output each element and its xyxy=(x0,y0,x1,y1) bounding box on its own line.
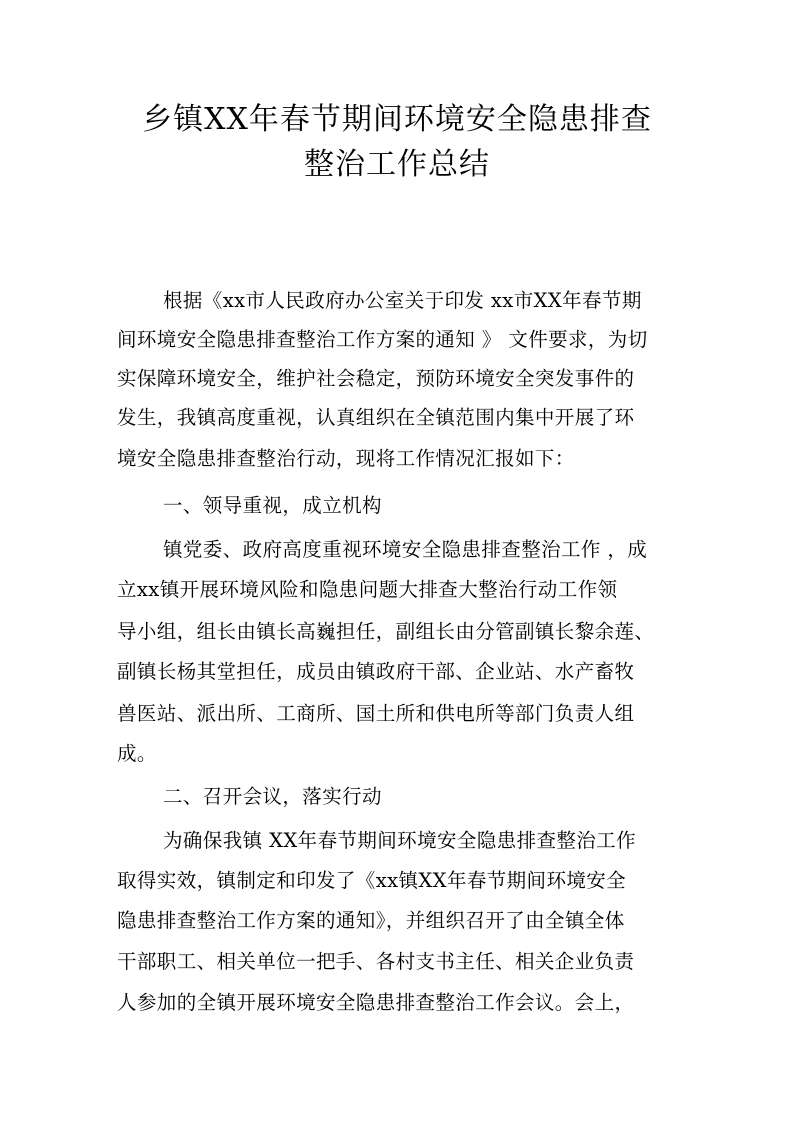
paragraph-line: 发生，我镇高度重视，认真组织在全镇范围内集中开展了环 xyxy=(117,406,635,429)
paragraph-line: 副镇长杨其堂担任，成员由镇政府干部、企业站、水产畜牧 xyxy=(117,660,635,683)
paragraph-line: 间环境安全隐患排查整治工作方案的通知 》 文件要求，为切 xyxy=(117,328,648,351)
paragraph-line: 兽医站、派出所、工商所、国土所和供电所等部门负责人组 xyxy=(117,702,635,725)
paragraph-line: 镇党委、政府高度重视环境安全隐患排查整治工作 ，成 xyxy=(163,538,648,561)
paragraph-line: 干部职工、相关单位一把手、各村支书主任、相关企业负责 xyxy=(117,950,635,973)
paragraph-line: 立xx镇开展环境风险和隐患问题大排查大整治行动工作领 xyxy=(117,578,618,601)
paragraph-line: 成。 xyxy=(117,742,157,765)
paragraph-line: 为确保我镇 XX年春节期间环境安全隐患排查整治工作 xyxy=(163,829,636,852)
section-heading-1: 一、领导重视，成立机构 xyxy=(163,494,382,517)
paragraph-line: 根据《xx市人民政府办公室关于印发 xx市XX年春节期 xyxy=(163,289,642,312)
paragraph-line: 境安全隐患排查整治行动，现将工作情况汇报如下： xyxy=(117,447,575,470)
document-title-line-2: 整治工作总结 xyxy=(304,147,490,182)
section-heading-2: 二、召开会议，落实行动 xyxy=(163,785,382,808)
paragraph-line: 隐患排查整治工作方案的通知》，并组织召开了由全镇全体 xyxy=(117,909,625,932)
paragraph-line: 取得实效，镇制定和印发了《xx镇XX年春节期间环境安全 xyxy=(117,869,627,892)
paragraph-line: 导小组，组长由镇长高巍担任，副组长由分管副镇长黎余莲、 xyxy=(117,620,655,643)
paragraph-line: 人参加的全镇开展环境安全隐患排查整治工作会议。会上， xyxy=(117,991,635,1014)
paragraph-line: 实保障环境安全，维护社会稳定，预防环境安全突发事件的 xyxy=(117,367,635,390)
document-title-line-1: 乡镇XX年春节期间环境安全隐患排查 xyxy=(142,102,652,137)
